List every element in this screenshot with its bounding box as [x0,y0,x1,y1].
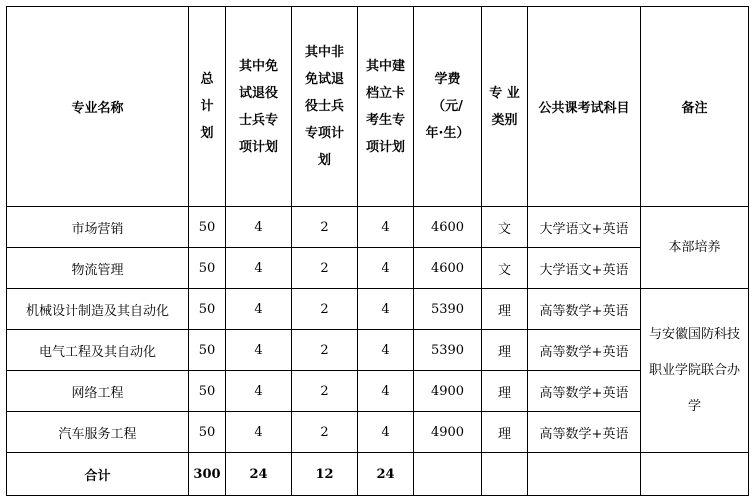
cell-total: 50 [189,248,226,289]
header-card-line: 其中建 [365,58,405,74]
remark-group-1 [641,207,749,289]
totals-remark [641,453,749,496]
totals-label: 合计 [7,453,189,496]
header-exempt-line: 试退役 [238,85,278,101]
table-row [7,330,749,371]
cell-category: 文 [482,207,528,248]
totals-nonexempt: 12 [292,453,358,496]
cell-card: 4 [358,289,414,330]
cell-fee: 4600 [414,207,482,248]
remark-group-2 [641,289,749,453]
totals-exam [528,453,641,496]
totals-row [7,453,749,496]
cell-total: 50 [189,289,226,330]
cell-card: 4 [358,248,414,289]
totals-category [482,453,528,496]
totals-fee [414,453,482,496]
cell-card: 4 [358,330,414,371]
header-exempt-line: 士兵专 [238,112,278,128]
header-total-line: 总 [200,72,214,87]
cell-exam: 高等数学+英语 [528,289,641,330]
cell-fee: 4900 [414,412,482,453]
cell-nonexempt: 2 [292,330,358,371]
cell-exempt: 4 [226,412,292,453]
header-nonexempt [292,7,358,207]
header-total-line: 计 [200,99,214,114]
cell-total: 50 [189,371,226,412]
remark-text: 与安徽国防科技职业学院联合办学 [648,326,740,414]
cell-total: 50 [189,412,226,453]
header-nonexempt-line: 专项计 [304,126,344,141]
cell-nonexempt: 2 [292,248,358,289]
header-row [7,7,749,207]
cell-fee: 5390 [414,330,482,371]
totals-total: 300 [189,453,226,496]
header-total [189,7,226,207]
cell-name: 机械设计制造及其自动化 [7,289,189,330]
header-exempt-line: 项计划 [238,139,278,155]
cell-category: 理 [482,371,528,412]
cell-name: 汽车服务工程 [7,412,189,453]
header-card-line: 考生专 [365,112,405,128]
cell-exempt: 4 [226,248,292,289]
header-category [482,7,528,207]
cell-exempt: 4 [226,330,292,371]
cell-nonexempt: 2 [292,207,358,248]
cell-exempt: 4 [226,289,292,330]
header-exempt [226,7,292,207]
cell-name: 网络工程 [7,371,189,412]
cell-fee: 4900 [414,371,482,412]
totals-card: 24 [358,453,414,496]
cell-nonexempt: 2 [292,412,358,453]
cell-nonexempt: 2 [292,289,358,330]
header-category-line: 专 业 [489,85,520,101]
cell-fee: 5390 [414,289,482,330]
header-exempt-line: 其中免 [238,58,278,74]
cell-category: 理 [482,330,528,371]
cell-total: 50 [189,330,226,371]
cell-fee: 4600 [414,248,482,289]
header-fee-line: 年·生） [425,126,470,141]
table-row [7,248,749,289]
cell-category: 文 [482,248,528,289]
header-total-line: 划 [200,126,214,141]
header-remark: 备注 [641,7,749,207]
totals-exempt: 24 [226,453,292,496]
table-row [7,371,749,412]
header-fee-line: 学费 [434,72,461,87]
header-fee [414,7,482,207]
table-row [7,207,749,248]
cell-exam: 大学语文+英语 [528,248,641,289]
header-card-line: 档立卡 [365,85,405,101]
enrollment-plan-table [6,6,749,496]
header-nonexempt-line: 其中非 [304,45,344,60]
cell-exempt: 4 [226,371,292,412]
cell-category: 理 [482,412,528,453]
cell-exam: 大学语文+英语 [528,207,641,248]
cell-name: 物流管理 [7,248,189,289]
cell-card: 4 [358,371,414,412]
cell-exam: 高等数学+英语 [528,412,641,453]
header-fee-line: （元/ [432,99,463,114]
header-nonexempt-line: 免试退 [304,72,344,87]
cell-total: 50 [189,207,226,248]
header-card-line: 项计划 [365,139,405,155]
cell-exam: 高等数学+英语 [528,371,641,412]
cell-name: 市场营销 [7,207,189,248]
cell-exempt: 4 [226,207,292,248]
cell-category: 理 [482,289,528,330]
remark-text: 本部培养 [668,239,721,255]
header-card [358,7,414,207]
table-row [7,412,749,453]
cell-card: 4 [358,412,414,453]
header-nonexempt-line: 划 [317,153,331,168]
cell-exam: 高等数学+英语 [528,330,641,371]
cell-name: 电气工程及其自动化 [7,330,189,371]
cell-nonexempt: 2 [292,371,358,412]
header-name: 专业名称 [7,7,189,207]
header-category-line: 类别 [491,112,518,128]
header-exam: 公共课考试科目 [528,7,641,207]
cell-card: 4 [358,207,414,248]
header-nonexempt-line: 役士兵 [304,99,344,114]
table-row [7,289,749,330]
